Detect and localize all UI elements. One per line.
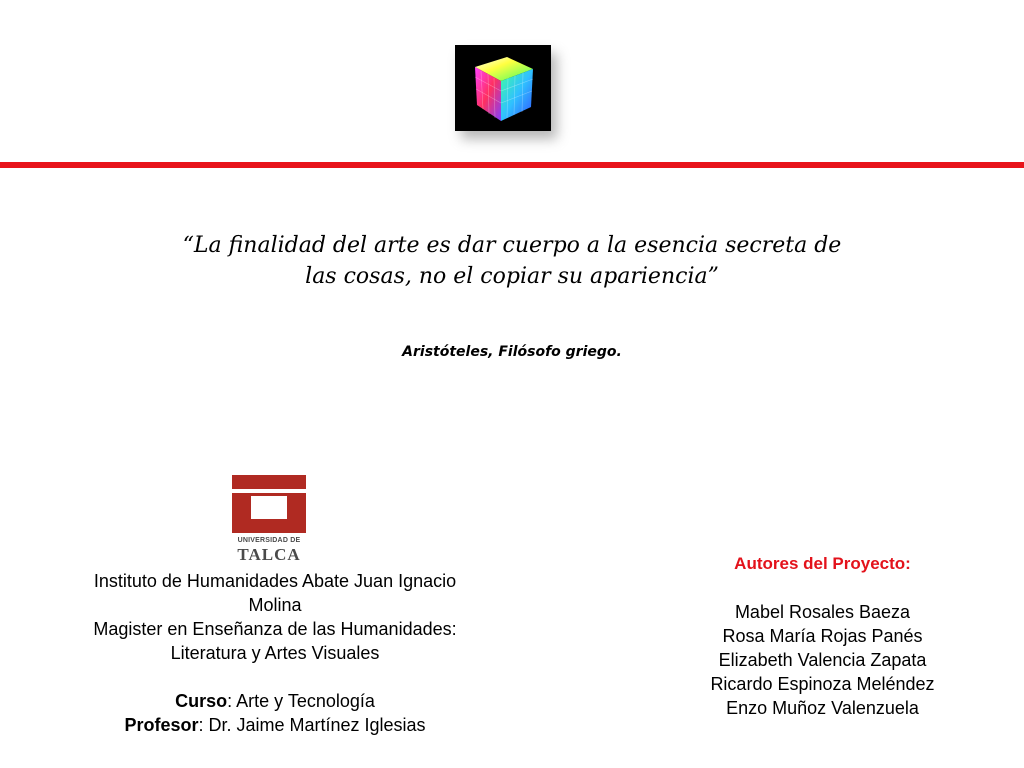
professor-line (60, 713, 490, 737)
program-line: Literatura y Artes Visuales (170, 643, 380, 663)
author-name: Enzo Muñoz Valenzuela (726, 698, 919, 718)
institution-line: Molina (248, 595, 302, 615)
author-name: Elizabeth Valencia Zapata (718, 650, 927, 670)
course-label: Curso (175, 691, 228, 711)
authors-heading: Autores del Proyecto: (734, 554, 911, 573)
logo-university-label: UNIVERSIDAD DE (237, 537, 301, 544)
program-line: Magister en Enseñanza de las Humanidades: (93, 619, 457, 639)
professor-value: : Dr. Jaime Martínez Iglesias (198, 715, 426, 735)
header-divider (0, 162, 1024, 168)
quote-line-1: “La finalidad del arte es dar cuerpo a la esencia secreta de (182, 233, 842, 258)
authors-block (680, 552, 965, 720)
institution-line: Instituto de Humanidades Abate Juan Ignacio (93, 571, 457, 591)
institution-block (60, 569, 490, 737)
cube-logo (455, 45, 551, 131)
author-name: Ricardo Espinoza Meléndez (710, 674, 935, 694)
professor-label: Profesor (124, 715, 199, 735)
utalca-emblem-icon (229, 472, 309, 536)
quote-author: Aristóteles, Filósofo griego. (402, 344, 622, 360)
course-value: : Arte y Tecnología (227, 691, 375, 711)
course-line (60, 689, 490, 713)
author-name: Mabel Rosales Baeza (734, 602, 911, 622)
quote (120, 230, 904, 292)
author-name: Rosa María Rojas Panés (722, 626, 923, 646)
quote-line-2: las cosas, no el copiar su apariencia” (305, 264, 719, 289)
rgb-color-cube-icon (455, 45, 551, 131)
university-logo (229, 472, 309, 564)
logo-university-name: TALCA (237, 545, 301, 564)
